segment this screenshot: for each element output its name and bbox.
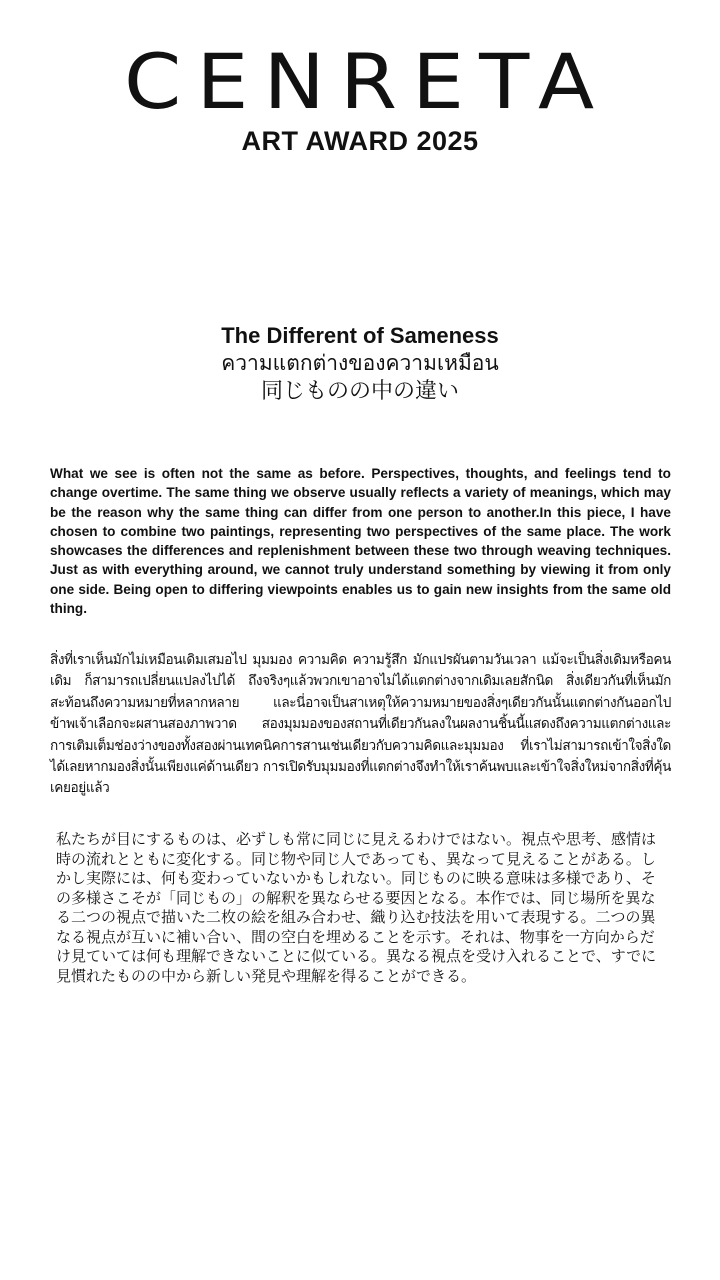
artwork-title-english: The Different of Sameness: [221, 323, 499, 348]
award-logo: [0, 37, 720, 156]
artwork-title-thai: ความแตกต่างของความเหมือน: [221, 351, 499, 375]
description-thai: สิ่งที่เราเห็นมักไม่เหมือนเดิมเสมอไป มุมมอง ความคิด ความรู้สึก มักแปรผันตามวันเวลา แม้จะเป็นสิ่งเดิมหรือคนเดิม ก็สามารถเปลี่ยนแปลงไปได้ ถึงจริงๆแล้วพวกเขาอาจไม่ได้แตกต่างจากเดิมเลยสักนิด สิ่งเดียวกันที่เห็นมักสะท้อนถึงความหมายที่หลากหลาย และนี่อาจเป็นสาเหตุให้ความหมายของสิ่งๆเดียวกันนั้นแตกต่างกันออกไป ข้าพเจ้าเลือกจะผสานสองภาพวาด สองมุมมองของสถานที่เดียวกันลงในผลงานชิ้นนี้แสดงถึงความแตกต่างและการเติมเต็มช่องว่างของทั้งสองผ่านเทคนิคการสานเช่นเดียวกับความคิดและมุมมอง ที่เราไม่สามารถเข้าใจสิ่งใดได้เลยหากมองสิ่งนั้นเพียงแค่ด้านเดียว การเปิดรับมุมมองที่แตกต่างจึงทำให้เราค้นพบและเข้าใจสิ่งใหม่จากสิ่งที่คุ้นเคยอยู่แล้ว: [50, 652, 671, 797]
artwork-title-japanese: 同じものの中の違い: [260, 379, 459, 404]
logo-subtitle: ART AWARD 2025: [241, 126, 479, 156]
artwork-titles: [0, 322, 720, 406]
logo-wordmark: CENRETA: [124, 37, 610, 126]
description-japanese: 私たちが目にするものは、必ずしも常に同じに見えるわけではない。視点や思考、感情は時の流れとともに変化する。同じ物や同じ人であっても、異なって見えることがある。しかし実際には、何も変わっていないかもしれない。同じものに映る意味は多様であり、その多様さこそが「同じもの」の解釈を異ならせる要因となる。本作では、同じ場所を異なる二つの視点で描いた二枚の絵を組み合わせ、織り込む技法を用いて表現する。二つの異なる視点が互いに補い合い、間の空白を埋めることを示す。それは、物事を一方向からだけ見ていては何も理解できないことに似ている。異なる視点を受け入れることで、すでに見慣れたものの中から新しい発見や理解を得ることができる。: [56, 830, 657, 985]
description-english: What we see is often not the same as before. Perspectives, thoughts, and feelings tend to change overtime. The same thing we observe usually reflects a variety of meanings, which may be the reason why the same thing can differ from one person to another.In this piece, I have chosen to combine two paintings, representing two perspectives of the same place. The work showcases the differences and replenishment between these two through weaving techniques. Just as with everything around, we cannot truly understand something by viewing it from only one side. Being open to differing viewpoints enables us to gain new insights from the same old thing.: [50, 466, 671, 617]
